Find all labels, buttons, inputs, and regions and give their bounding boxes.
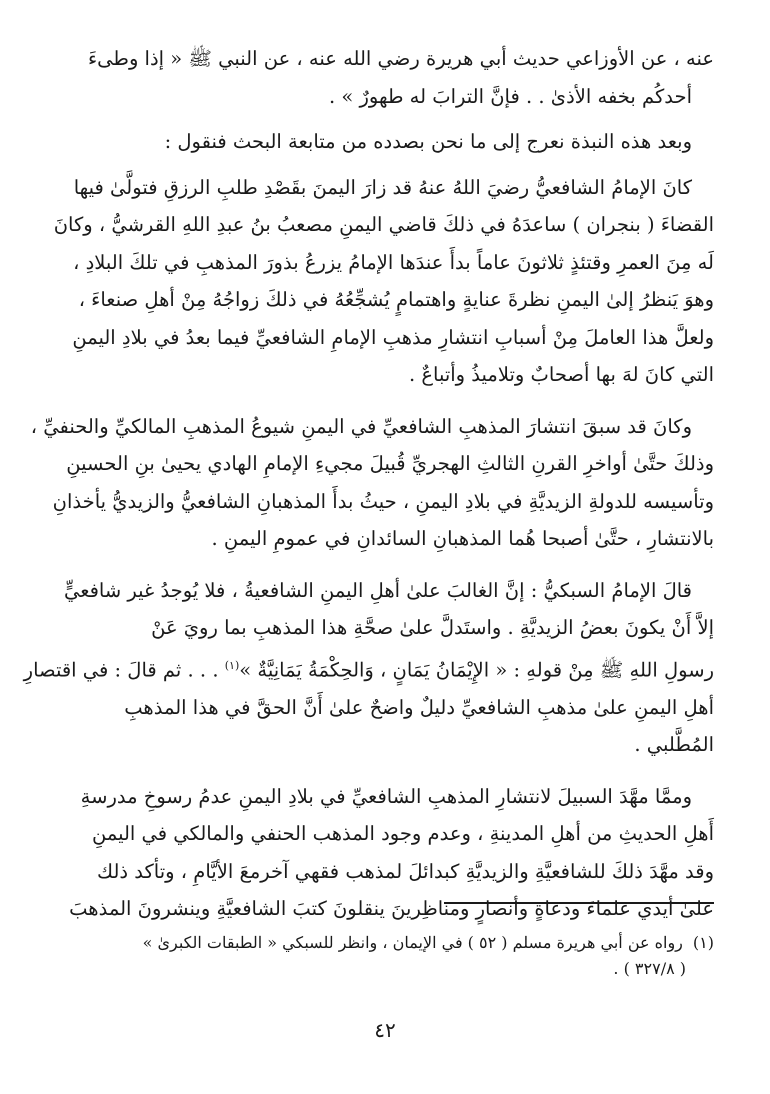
footnote-divider <box>444 902 714 904</box>
text-line: ولعلَّ هذا العاملَ مِنْ أسبابِ انتشارِ مذهبِ الإمامِ الشافعيِّ فيما بعدُ في بلادِ اليمنِ <box>72 325 714 349</box>
text-line: بالانتشارِ ، حتَّىٰ أصبحا هُما المذهبانِ السائدانِ في عمومِ اليمنِ . <box>211 527 714 550</box>
footnote-continuation: ( ٣٢٧/٨ ) . <box>613 959 686 978</box>
page-body <box>23 40 714 928</box>
text-line: أحدكُم بخفه الأذىٰ . . فإنَّ الترابَ له طهورٌ » . <box>328 84 692 108</box>
footnote-marker[interactable]: (١) <box>224 658 240 672</box>
paragraph-paved-way <box>60 778 714 928</box>
text-line: وهوَ يَنظرُ إلىٰ اليمنِ نظرةَ عنايةٍ واهتمامٍ يُشجِّعُهُ في ذلكَ زواجُهُ مِنْ أهلِ صنعاءَ ، <box>78 288 714 311</box>
paragraph-transition <box>60 123 714 161</box>
text-line <box>23 647 714 689</box>
text-line: عنه ، عن الأوزاعي حديث أبي هريرة رضي الله عنه ، عن النبي ﷺ « إذا وطىءَ <box>88 47 714 70</box>
text-line: وبعد هذه النبذة نعرج إلى ما نحن بصدده من متابعة البحث فنقول : <box>164 130 692 153</box>
hadith-quote: رسولِ اللهِ ﷺ مِنْ قولهِ : « الإِيْمَانُ يَمَانٍ ، وَالحِكْمَةُ يَمَانِيَّةٌ » <box>239 658 714 681</box>
text-line: وتأسيسه للدولةِ الزيديَّةِ في بلادِ اليمنِ ، حيثُ بدأَ المذهبانِ الشافعيُّ والزيديُّ يأخذانِ <box>52 489 714 513</box>
text-line: أَهلِ الحديثِ من أهلِ المدينةِ ، وعدم وجود المذهب الحنفي والمالكي في اليمنِ <box>91 822 714 845</box>
paragraph-madhhab-spread <box>30 408 714 558</box>
footnote <box>60 930 714 982</box>
text-line: إلاَّ أَنْ يكونَ بعضُ الزيديَّةِ . واستَدلَّ علىٰ صحَّةِ هذا المذهبِ بما رويَ عَنْ <box>151 616 714 639</box>
paragraph-subki-quote <box>23 572 714 764</box>
text-line: القضاءَ ( بنجران ) ساعدَهُ في ذلكَ قاضي اليمنِ مصعبُ بنُ عبدِ اللهِ القرشيُّ ، وكانَ <box>53 213 714 236</box>
text-line: وكانَ قد سبقَ انتشارَ المذهبِ الشافعيِّ في اليمنِ شيوعُ المذهبِ المالكيِّ والحنفيِّ ، <box>30 414 692 438</box>
text-continuation: . . . ثم قالَ : في اقتصارِ <box>23 658 219 681</box>
text-line: قالَ الإمامُ السبكيُّ : إنَّ الغالبَ علىٰ أهلِ اليمنِ الشافعيةُ ، فلا يُوجدُ غير شافعيٍّ <box>63 578 692 602</box>
footnote-line <box>60 930 714 956</box>
text-line: وقد مهَّدَ ذلكَ للشافعيَّةِ والزيديَّةِ كبدائلَ لمذهب فقهي آخرمعَ الأيَّامِ ، وتأكد ذلك <box>97 859 714 883</box>
footnote-number: (١) <box>692 933 714 952</box>
paragraph-shafii-visit <box>53 169 714 394</box>
text-line: وممَّا مهَّدَ السبيلَ لانتشارِ المذهبِ الشافعيِّ في بلادِ اليمنِ عدمُ رسوخِ مدرسةِ <box>80 784 692 808</box>
text-line: وذلكَ حتَّىٰ أواخرِ القرنِ الثالثِ الهجريِّ قُبيلَ مجيءِ الإمامِ الهادي يحيىٰ بنِ الحسينِ <box>66 452 714 475</box>
text-line: كانَ الإمامُ الشافعيُّ رضيَ اللهُ عنهُ قد زارَ اليمنَ بقَصْدِ طلبِ الرزقِ فتولَّىٰ فيها <box>73 175 692 199</box>
footnote-text: رواه عن أبي هريرة مسلم ( ٥٢ ) في الإيمان ، وانظر للسبكي « الطبقات الكبرىٰ » <box>142 933 683 952</box>
text-line: التي كانَ لهَ بها أصحابٌ وتلاميذُ وأتباعٌ . <box>408 363 714 386</box>
text-line: علىٰ أيدي علماءَ ودعاةٍ وأنصارٍ ومناظِرينَ ينقلونَ كتبَ الشافعيَّةِ وينشرونَ المذهبَ <box>69 897 714 920</box>
paragraph-hadith-end <box>60 40 714 115</box>
text-line: المُطَّلبي . <box>634 733 714 756</box>
page-number: ٤٢ <box>374 1018 396 1042</box>
text-line: لَه مِنَ العمرِ وقتئذٍ ثلاثونَ عاماً بدأَ عندَها الإمامُ يزرعُ بذورَ المذهبِ في تلكَ البلادِ ، <box>73 250 714 274</box>
text-line: أهلِ اليمنِ علىٰ مذهبِ الشافعيِّ دليلٌ واضحٌ علىٰ أَنَّ الحقَّ في هذا المذهبِ <box>124 695 714 719</box>
